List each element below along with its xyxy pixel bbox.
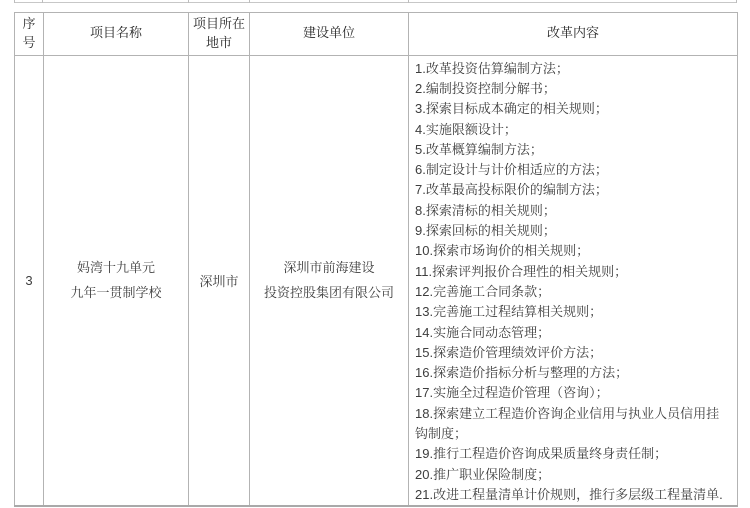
reform-item: 1.改革投资估算编制方法； <box>415 60 569 76</box>
cell-project-city: 深圳市 <box>189 55 250 506</box>
reform-item: 9.探索回标的相关规则； <box>415 223 556 239</box>
reform-item: 7.改革最高投标限价的编制方法； <box>415 182 608 198</box>
cell-construction-unit <box>250 55 409 506</box>
column-border-stub <box>42 0 43 3</box>
previous-row-edge-fragment <box>14 0 737 3</box>
project-name-line-1: 妈湾十九单元 <box>76 260 155 276</box>
reform-item: 14.实施合同动态管理； <box>415 324 551 340</box>
reform-item: 8.探索清标的相关规则； <box>415 202 556 218</box>
header-cell-index: 序号 <box>15 13 44 56</box>
column-border-stub <box>736 0 737 3</box>
reform-item: 2.编制投资控制分解书； <box>415 80 556 96</box>
header-cell-construction-unit: 建设单位 <box>250 13 409 56</box>
column-border-stub <box>188 0 189 3</box>
reform-item: 11.探索评判报价合理性的相关规则； <box>415 263 628 279</box>
reform-item: 6.制定设计与计价相适应的方法； <box>415 162 608 178</box>
cell-serial-number: 3 <box>15 55 44 506</box>
reform-item: 21.改进工程量清单计价规则，推行多层级工程量清单. <box>415 486 723 502</box>
reform-item: 16.探索造价指标分析与整理的方法； <box>415 365 629 381</box>
column-border-stub <box>14 0 15 3</box>
reform-item: 20.推广职业保险制度； <box>415 466 551 482</box>
header-cell-project-city: 项目所在地市 <box>189 13 250 56</box>
construction-unit-line-1: 深圳市前海建设 <box>283 260 375 276</box>
reform-item: 18.探索建立工程造价咨询企业信用与执业人员信用挂钩制度； <box>415 405 720 442</box>
reform-item: 17.实施全过程造价管理（咨询）； <box>415 385 609 401</box>
reform-item: 4.实施限额设计； <box>415 121 517 137</box>
reform-item: 13.完善施工过程结算相关规则； <box>415 304 603 320</box>
header-cell-reform-content: 改革内容 <box>409 13 738 56</box>
construction-unit-line-2: 投资控股集团有限公司 <box>263 285 394 301</box>
reform-item: 12.完善施工合同条款； <box>415 283 551 299</box>
project-name-line-2: 九年一贯制学校 <box>70 285 162 301</box>
reform-item: 19.推行工程造价咨询成果质量终身责任制； <box>415 446 668 462</box>
column-border-stub <box>408 0 409 3</box>
header-cell-project-name: 项目名称 <box>44 13 189 56</box>
column-border-stub <box>249 0 250 3</box>
cell-reform-content <box>409 55 738 506</box>
table-header-row <box>15 13 738 56</box>
project-reform-table <box>14 12 738 507</box>
reform-item: 15.探索造价管理绩效评价方法； <box>415 344 603 360</box>
reform-item: 10.探索市场询价的相关规则； <box>415 243 590 259</box>
cell-project-name <box>44 55 189 506</box>
reform-item: 5.改革概算编制方法； <box>415 141 543 157</box>
table-row <box>15 55 738 506</box>
reform-item: 3.探索目标成本确定的相关规则； <box>415 101 608 117</box>
